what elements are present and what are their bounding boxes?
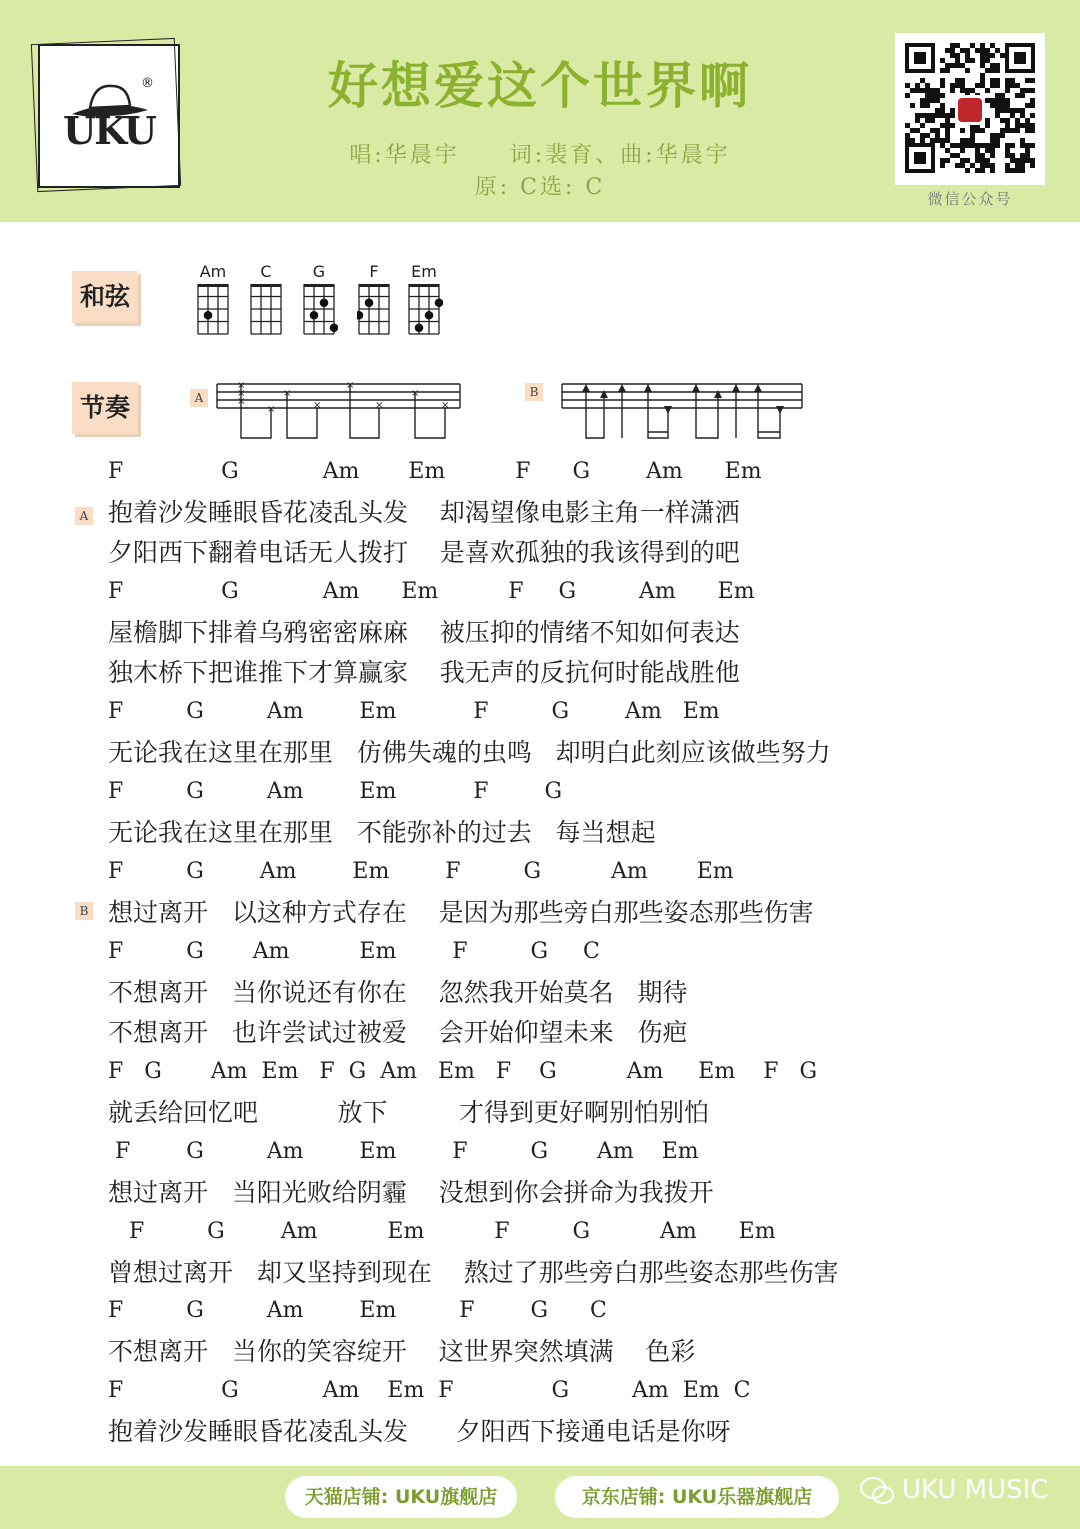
section-a-badge: A (75, 507, 93, 525)
lyric-line: 抱着沙发睡眼昏花凌乱头发 夕阳西下接通电话是你呀 (108, 1417, 731, 1446)
lyric-line: 无论我在这里在那里 仿佛失魂的虫鸣 却明白此刻应该做些努力 (108, 738, 831, 767)
lyric-line: 屋檐脚下排着乌鸦密密麻麻 被压抑的情绪不知如何表达 (108, 618, 740, 647)
svg-text:×: × (411, 388, 420, 399)
svg-text:×: × (283, 388, 292, 399)
uku-logo (38, 44, 180, 188)
song-title: 好想爱这个世界啊 (328, 57, 752, 115)
chord-line: F G Am Em F G Am Em F G Am Em F G (108, 1059, 818, 1084)
jd-store-link[interactable]: 京东店铺: UKU乐器旗舰店 (555, 1476, 839, 1518)
section-b-badge: B (75, 902, 93, 920)
chord-line: F G Am Em F G Am Em C (108, 1378, 751, 1403)
chord-name-am: Am (199, 262, 227, 281)
svg-text:×: × (237, 396, 246, 407)
chord-line: F G Am Em F G Am Em (108, 459, 762, 484)
lyric-line: 就丢给回忆吧 放下 才得到更好啊别怕别怕 (108, 1098, 709, 1127)
chord-line: F G Am Em F G (108, 779, 563, 804)
lyric-line: 想过离开 当阳光败给阴霾 没想到你会拼命为我拨开 (108, 1178, 714, 1207)
svg-text:×: × (267, 404, 276, 415)
chord-line: F G Am Em F G Am Em (108, 859, 734, 884)
chord-line: F G Am Em F G Am Em (108, 1219, 776, 1244)
logo-text: UKU (63, 108, 155, 153)
chord-name-f: F (369, 262, 379, 281)
wechat-icon (858, 1474, 898, 1508)
rhythm-a-badge: A (190, 389, 208, 407)
chord-name-em: Em (411, 262, 437, 281)
lyric-line: 无论我在这里在那里 不能弥补的过去 每当想起 (108, 818, 656, 847)
lyric-line: 曾想过离开 却又坚持到现在 熬过了那些旁白那些姿态那些伤害 (108, 1258, 839, 1287)
writer-credit: 词:裴育、曲:华晨宇 (509, 143, 731, 168)
rhythm-b-badge: B (525, 383, 543, 401)
key-info: 原: C选: C (474, 175, 606, 200)
chord-name-c: C (260, 262, 272, 281)
chord-diagram-am (196, 282, 232, 336)
chord-line: F G Am Em F G C (108, 1298, 607, 1323)
chord-line: F G Am Em F G C (108, 939, 600, 964)
singer-credit: 唱:华晨宇 (349, 143, 460, 168)
qr-caption: 微信公众号 (927, 190, 1013, 208)
lyric-line: 夕阳西下翻着电话无人拨打 是喜欢孤独的我该得到的吧 (108, 538, 740, 567)
lyric-line: 抱着沙发睡眼昏花凌乱头发 却渴望像电影主角一样潇洒 (108, 498, 740, 527)
rhythm-pattern-b (558, 378, 808, 446)
svg-text:×: × (237, 380, 246, 391)
tmall-store-link[interactable]: 天猫店铺: UKU旗舰店 (285, 1476, 517, 1518)
svg-text:×: × (313, 400, 322, 411)
qr-code[interactable] (895, 33, 1045, 185)
rhythm-pattern-a (215, 378, 465, 446)
chord-line: F G Am Em F G Am Em (108, 579, 755, 604)
lyric-line: 想过离开 以这种方式存在 是因为那些旁白那些姿态那些伤害 (108, 898, 814, 927)
chord-diagram-f (357, 282, 393, 336)
chord-diagram-c (249, 282, 285, 336)
lyric-line: 独木桥下把谁推下才算赢家 我无声的反抗何时能战胜他 (108, 658, 740, 687)
chord-line: F G Am Em F G Am Em (108, 1139, 699, 1164)
chord-diagram-em (407, 282, 443, 336)
svg-text:×: × (237, 388, 246, 399)
registered-mark: ® (141, 76, 154, 91)
qr-code-icon (895, 33, 1045, 185)
song-credits (250, 138, 830, 169)
chord-diagram-g (302, 282, 338, 336)
lyric-line: 不想离开 当你的笑容绽开 这世界突然填满 色彩 (108, 1337, 696, 1366)
rhythm-label: 节奏 (72, 382, 138, 434)
chord-name-g: G (312, 262, 326, 281)
svg-text:×: × (375, 400, 384, 411)
lyric-line: 不想离开 也许尝试过被爱 会开始仰望未来 伤疤 (108, 1018, 688, 1047)
chords-label: 和弦 (72, 271, 138, 323)
lyric-line: 不想离开 当你说还有你在 忽然我开始莫名 期待 (108, 978, 688, 1007)
brand-name: UKU MUSIC (902, 1475, 1049, 1505)
chord-line: F G Am Em F G Am Em (108, 699, 720, 724)
svg-text:×: × (346, 380, 355, 391)
svg-text:×: × (441, 400, 450, 411)
